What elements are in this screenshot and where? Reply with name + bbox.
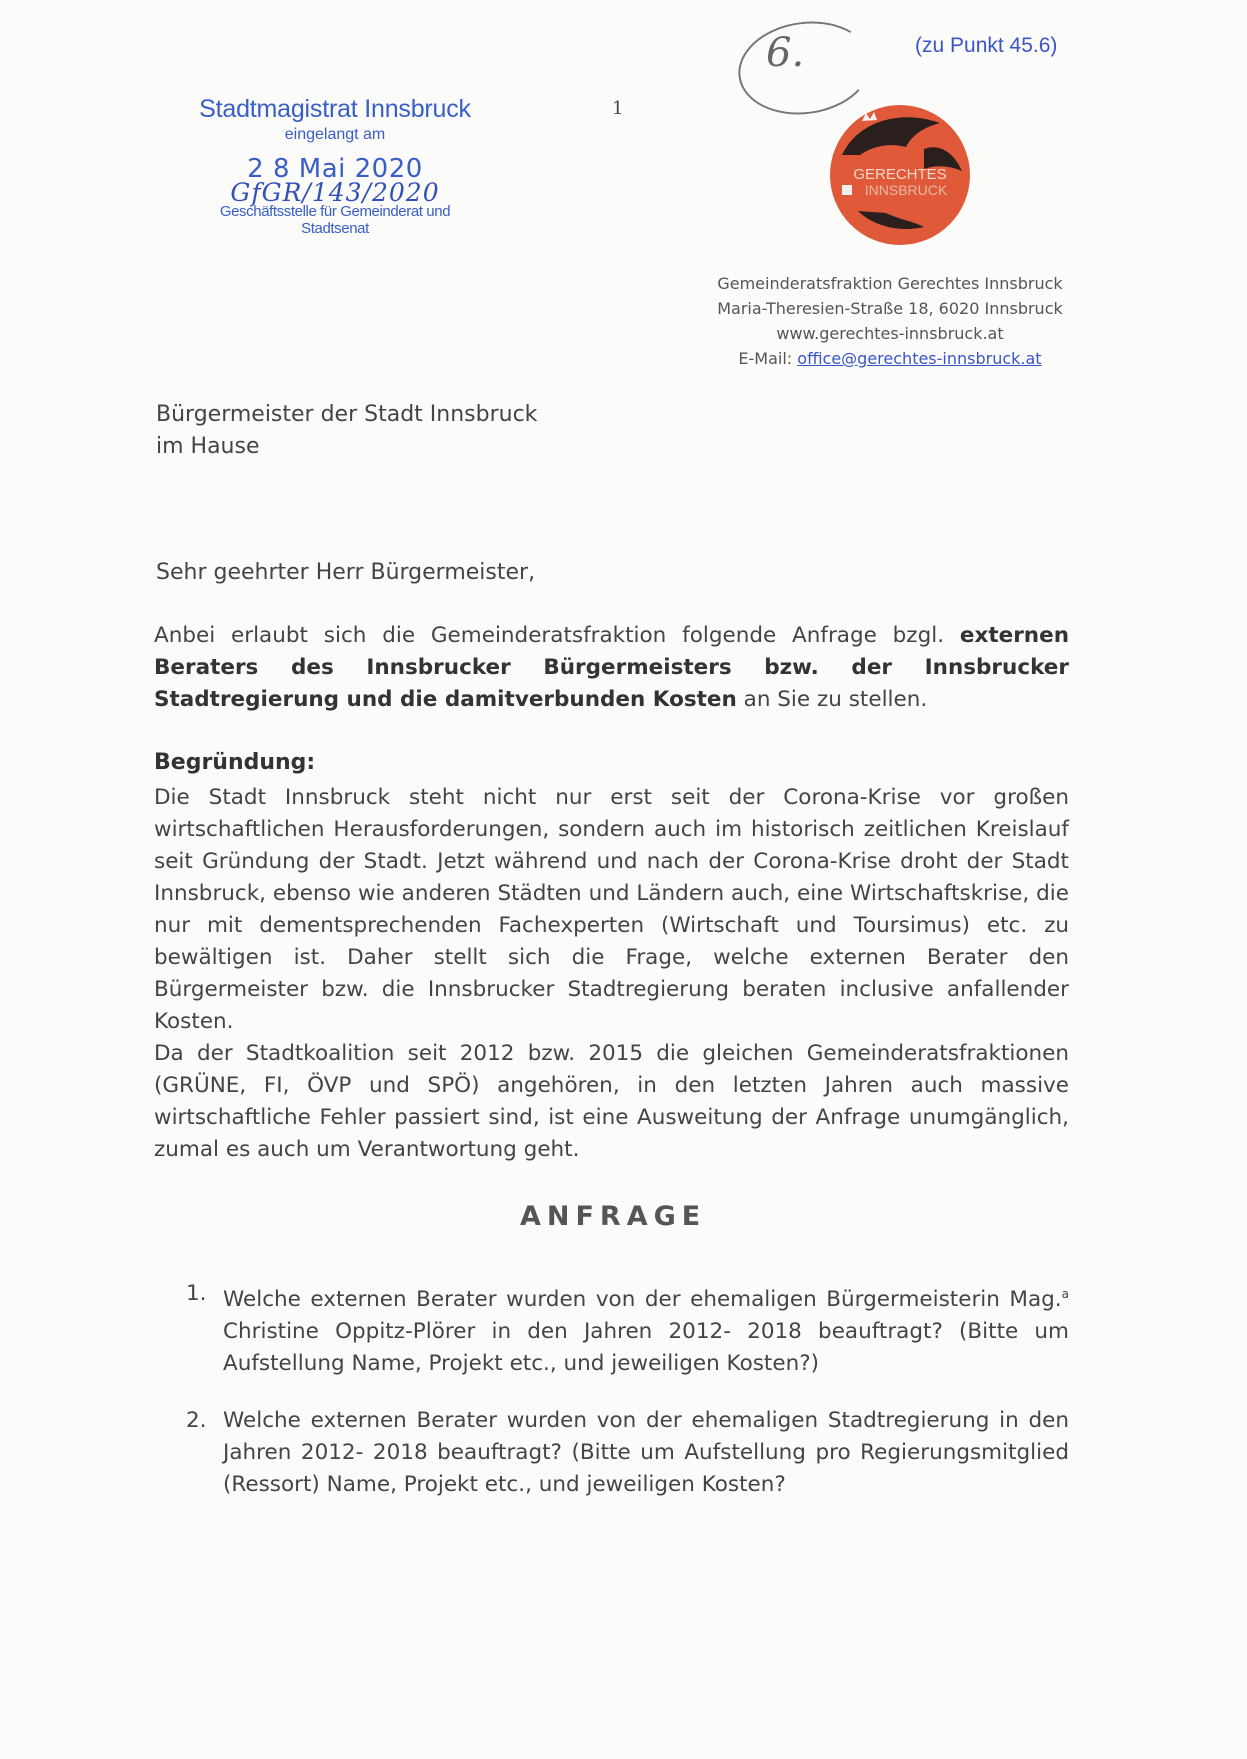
- email-label: E-Mail:: [738, 349, 793, 368]
- question-text: Welche externen Berater wurden von der ehemaligen Stadtregierung in den Jahren 2012- 2018 beauftragt? (Bitte um Aufstellung pro Regierungsmitglied (Ressort) Name, Projekt etc., und jeweiligen Kosten?: [223, 1408, 1069, 1497]
- handwritten-number: 6.: [766, 30, 805, 76]
- recipient-line-1: Bürgermeister der Stadt Innsbruck: [156, 402, 538, 427]
- intro-paragraph: Anbei erlaubt sich die Gemeinderatsfraktion folgende Anfrage bzgl. externen Beraters des Innsbrucker Bürgermeisters bzw. der Innsbrucker Stadtregierung und die damitverbunden Kosten an Sie zu stellen.: [154, 623, 1069, 712]
- reasoning-paragraph-2: Da der Stadtkoalition seit 2012 bzw. 2015 die gleichen Gemeinderatsfraktionen (GRÜNE, FI, ÖVP und SPÖ) angehören, in den letzten Jahren auch massive wirtschaftliche Fehler passiert sind, ist eine Ausweitung der Anfrage unumgänglich, zumal es auch um Verantwortung geht.: [154, 1041, 1069, 1162]
- list-item: [186, 1278, 1069, 1380]
- reasoning-paragraph-1: Die Stadt Innsbruck steht nicht nur erst seit der Corona-Krise vor großen wirtschaftlichen Herausforderungen, sondern auch im historisch zeitlichen Kreislauf seit Gründung der Stadt. Jetzt während und nach der Corona-Krise droht der Stadt Innsbruck, ebenso wie anderen Städten und Ländern auch, eine Wirtschaftskrise, die nur mit dementsprechenden Fachexperten (Wirtschaft und Toursimus) etc. zu bewältigen ist. Daher stellt sich die Frage, welche externen Berater den Bürgermeister bzw. die Innsbrucker Stadtregierung beraten inclusive anfallender Kosten.: [154, 785, 1069, 1034]
- gerechtes-innsbruck-logo: [828, 103, 972, 247]
- stamp-department: Geschäftsstelle für Gemeinderat und Stadtsenat: [219, 203, 451, 237]
- sender-email-line: [690, 346, 1090, 371]
- stamp-file-number: GfGR/143/2020: [230, 178, 440, 207]
- reasoning-title: Begründung:: [154, 750, 316, 775]
- stamp-received-label: eingelangt am: [284, 126, 386, 143]
- section-title: ANFRAGE: [520, 1201, 707, 1232]
- page-number: 1: [612, 98, 624, 119]
- logo-text-2: INNSBRUCK: [864, 182, 948, 198]
- stamp-date: 2 8 Mai 2020: [247, 154, 423, 184]
- logo-text-1: GERECHTES: [853, 166, 947, 183]
- sender-address: [690, 271, 1090, 371]
- reasoning-text: [154, 782, 1069, 1166]
- email-link[interactable]: office@gerechtes-innsbruck.at: [797, 349, 1042, 368]
- question-number: 1.: [186, 1281, 207, 1306]
- sender-street: Maria-Theresien-Straße 18, 6020 Innsbruck: [717, 299, 1063, 318]
- stamp-office: Stadtmagistrat Innsbruck: [199, 95, 471, 123]
- reference-note: (zu Punkt 45.6): [915, 34, 1058, 57]
- recipient-line-2: im Hause: [156, 434, 260, 459]
- salutation: Sehr geehrter Herr Bürgermeister,: [156, 560, 536, 585]
- intro-subject: externen Beraters des Innsbrucker Bürgermeisters bzw. der Innsbrucker Stadtregierung und die damitverbunden Kosten: [154, 623, 1069, 712]
- question-text: Welche externen Berater wurden von der ehemaligen Bürgermeisterin Mag.$^a$ Christine Oppitz-Plörer in den Jahren 2012- 2018 beauftragt? (Bitte um Aufstellung Name, Projekt etc., und jeweiligen Kosten?): [223, 1287, 1069, 1377]
- list-item: [186, 1405, 1069, 1501]
- sender-website: www.gerechtes-innsbruck.at: [776, 324, 1004, 343]
- received-stamp: [185, 95, 485, 237]
- logo-flag-icon: [842, 185, 852, 195]
- sender-name: Gemeinderatsfraktion Gerechtes Innsbruck: [717, 274, 1063, 293]
- recipient-address: [156, 399, 537, 463]
- question-number: 2.: [186, 1408, 207, 1433]
